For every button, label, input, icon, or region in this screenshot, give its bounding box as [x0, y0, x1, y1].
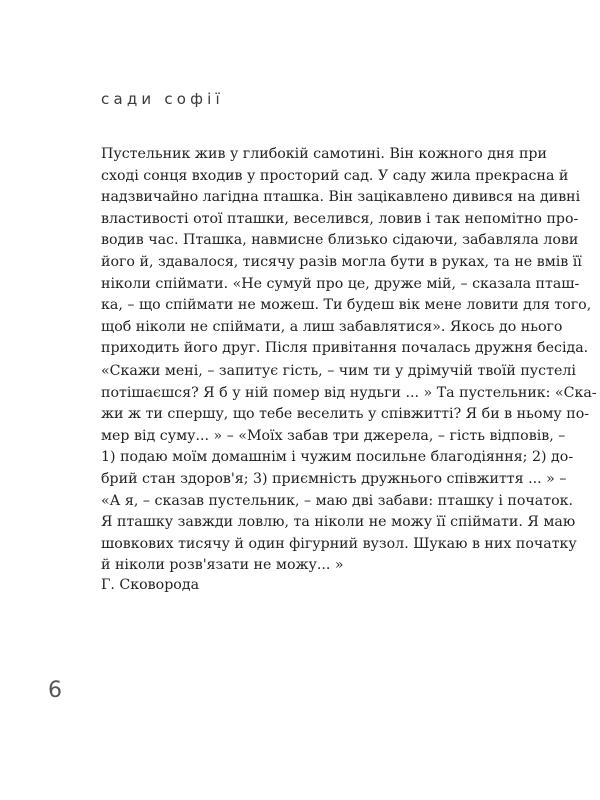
- text-line: ка, – що спіймати не можеш. Ти будеш вік мене ловити для того,: [101, 297, 592, 314]
- text-line: щоб ніколи не спіймати, а лиш забавлятися». Якось до нього: [101, 318, 563, 335]
- text-line: сході сонця входив у просторий сад. У саду жила прекрасна й: [101, 167, 569, 184]
- paragraph-1: [101, 144, 592, 360]
- text-line: «Скажи мені, – запитує гість, – чим ти у дрімучій твоїй пустелі: [101, 363, 576, 379]
- text-line: й ніколи розв'язати не можу... »: [101, 557, 344, 574]
- text-line: «А я, – сказав пустельник, – маю дві забави: пташку і початок.: [101, 492, 573, 509]
- text-line: потішаєшся? Я б у ній помер від нудьги ... » Та пустельник: «Ска-: [101, 384, 597, 401]
- text-line: водив час. Пташка, навмисне близько сідаючи, забавляла лови: [101, 232, 579, 249]
- text-line: Я пташку завжди ловлю, та ніколи не можу її спіймати. Я маю: [101, 514, 576, 531]
- page-header: сади софії: [101, 90, 224, 108]
- text-line: мер від суму... » – «Моїх забав три джерела, – гість відповів, –: [101, 427, 566, 444]
- text-line: жи ж ти спершу, що тебе веселить у співжитті? Я би в ньому по-: [101, 406, 590, 423]
- author-signature: Г. Сковорода: [101, 577, 200, 593]
- text-line: 1) подаю моїм домашнім і чужим посильне благодіяння; 2) до-: [101, 449, 574, 466]
- text-line: його й, здавалося, тисячу разів могла бути в руках, та не вмів її: [101, 253, 582, 270]
- text-line: приходить його друг. Після привітання почалась дружня бесіда.: [101, 340, 589, 357]
- text-line: Пустельник жив у глибокій самотині. Він кожного дня при: [101, 146, 547, 162]
- page-number: 6: [48, 678, 62, 703]
- text-line: шовкових тисячу й один фігурний вузол. Шукаю в них початку: [101, 535, 577, 552]
- text-line: ніколи спіймати. «Не сумуй про це, друже мій, – сказала пташ-: [101, 275, 580, 292]
- text-line: брий стан здоров'я; 3) приємність дружнього співжиття ... » –: [101, 470, 567, 487]
- text-line: властивості отої пташки, веселився, ловив і так непомітно про-: [101, 210, 579, 227]
- text-line: надзвичайно лагідна пташка. Він зацікавлено дивився на дивні: [101, 189, 581, 206]
- paragraph-2: [101, 361, 597, 577]
